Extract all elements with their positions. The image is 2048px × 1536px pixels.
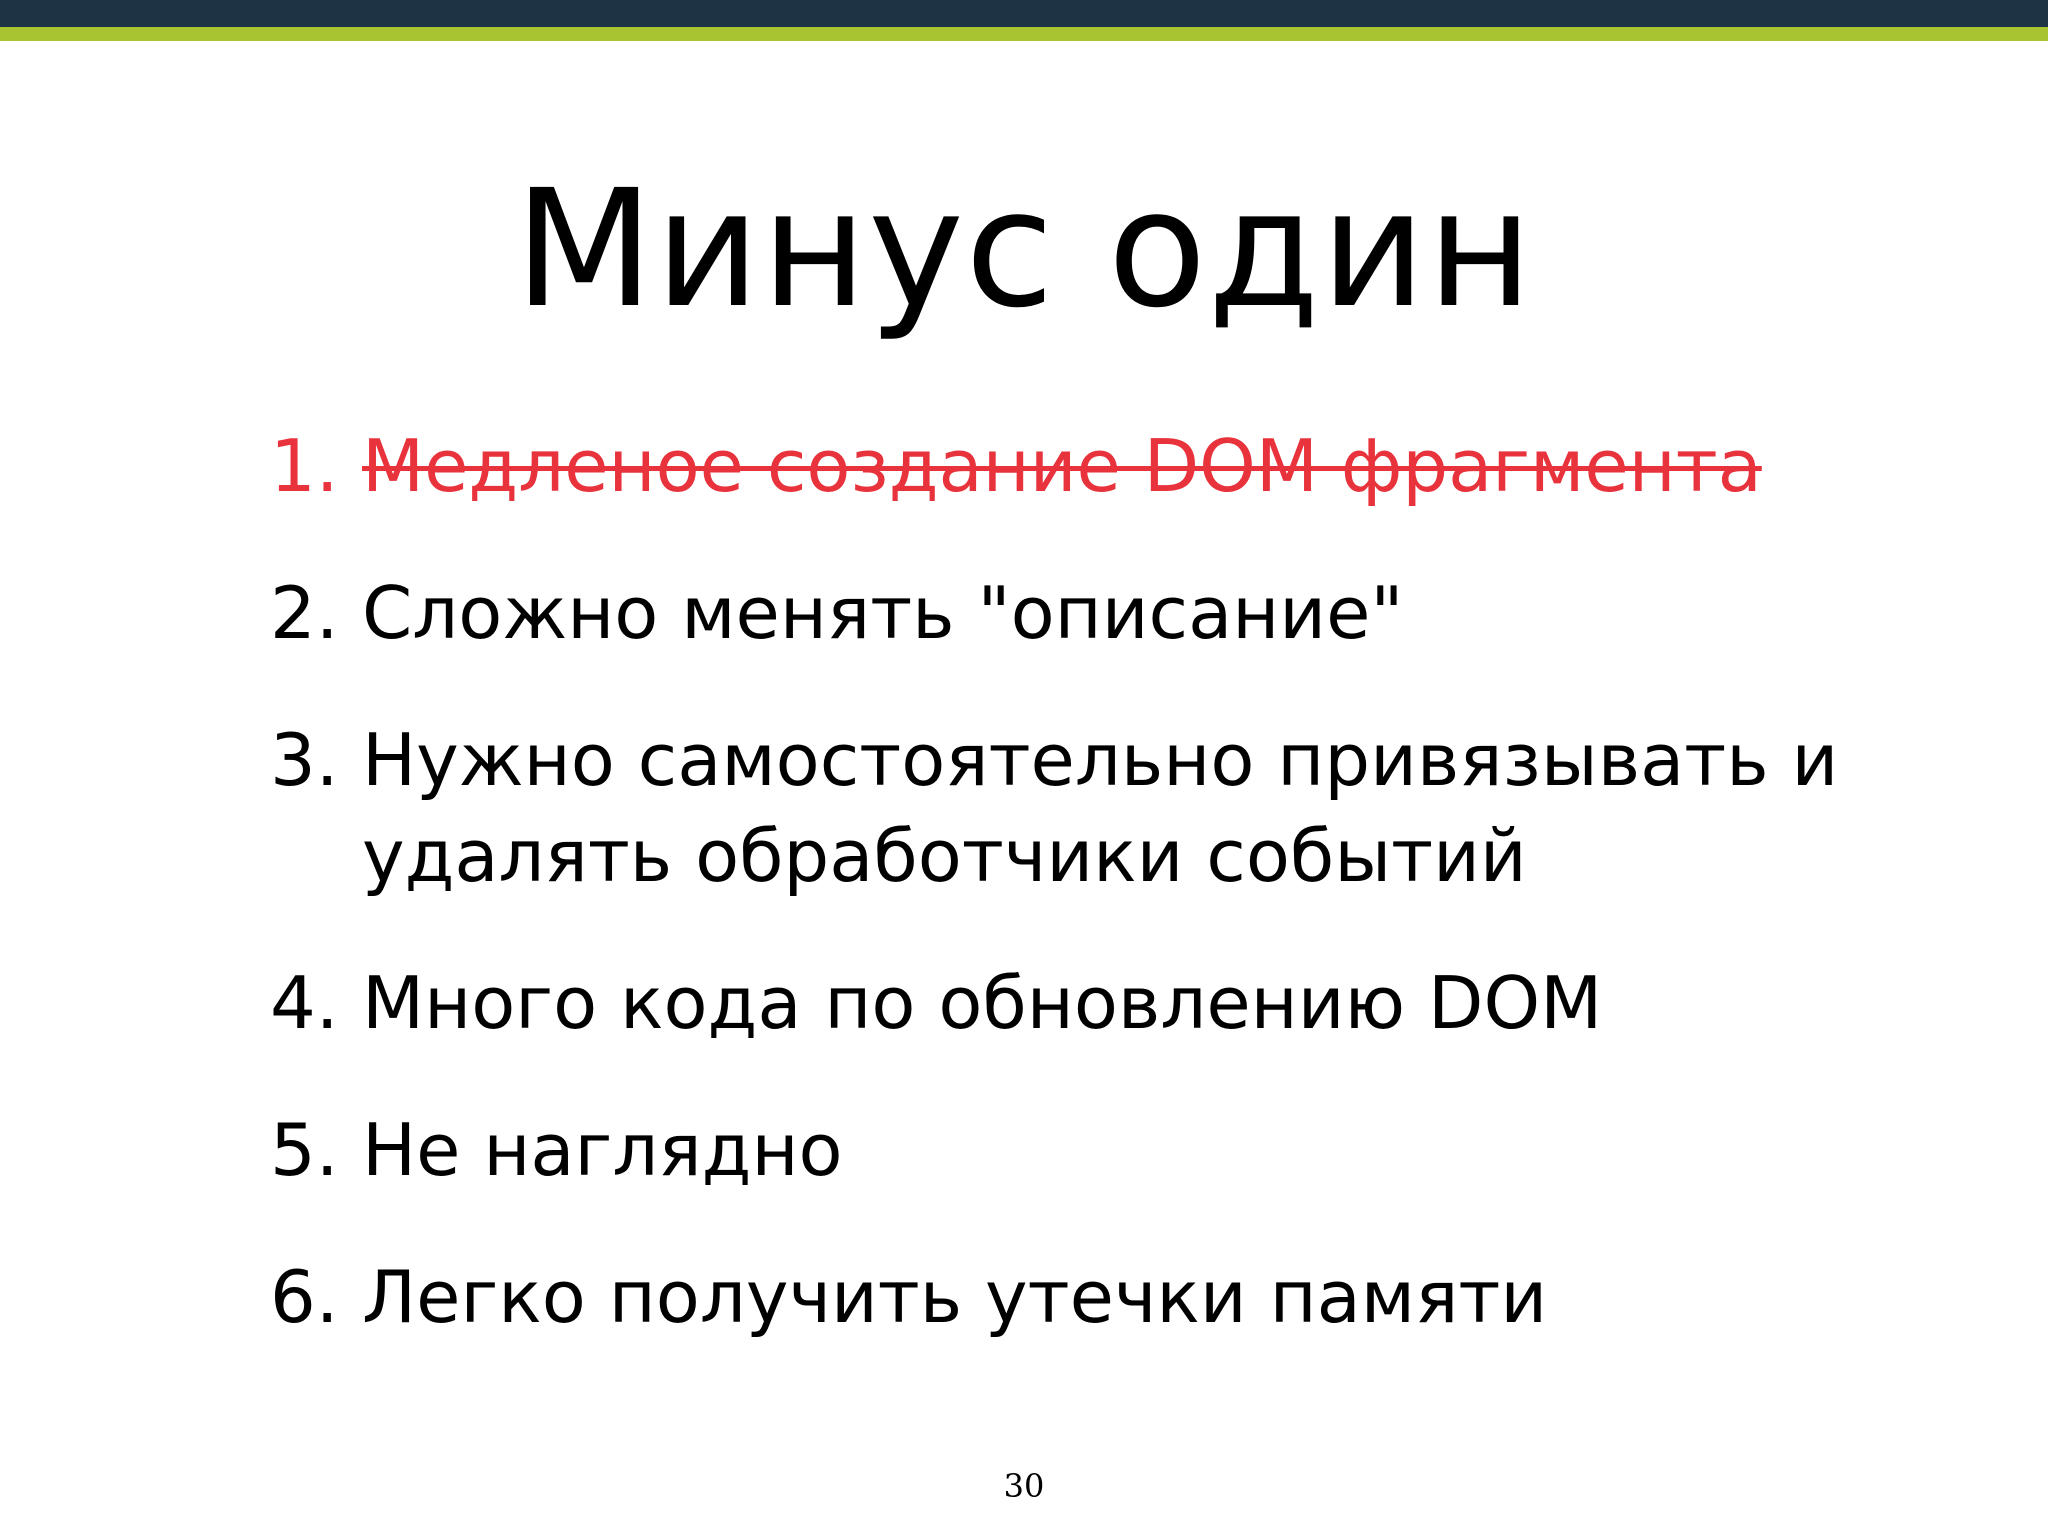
slide-title: Минус один: [514, 156, 1534, 344]
bullet-list: [270, 418, 1970, 1396]
list-item-text: Не наглядно: [362, 1108, 843, 1192]
list-item-5: [270, 1102, 1970, 1198]
list-item-text: Медленое создание DOM фрагмента: [362, 424, 1762, 508]
page-number: 30: [1003, 1467, 1045, 1505]
list-item-number: 6.: [270, 1255, 339, 1339]
list-item-1: [270, 418, 1970, 514]
list-item-number: 4.: [270, 961, 339, 1045]
list-item-text: Нужно самостоятельно привязывать и удалять обработчики событий: [362, 718, 1839, 898]
list-item-3: [270, 712, 1970, 904]
list-item-number: 1.: [270, 424, 339, 508]
accent-bar: [0, 27, 2048, 41]
list-item-text: Много кода по обновлению DOM: [362, 961, 1603, 1045]
header-bar: [0, 0, 2048, 27]
list-item-number: 2.: [270, 571, 339, 655]
list-item-2: [270, 565, 1970, 661]
list-item-number: 5.: [270, 1108, 339, 1192]
list-item-text: Легко получить утечки памяти: [362, 1255, 1548, 1339]
list-item-text: Сложно менять "описание": [362, 571, 1404, 655]
list-item-number: 3.: [270, 718, 339, 802]
list-item-4: [270, 955, 1970, 1051]
list-item-6: [270, 1249, 1970, 1345]
